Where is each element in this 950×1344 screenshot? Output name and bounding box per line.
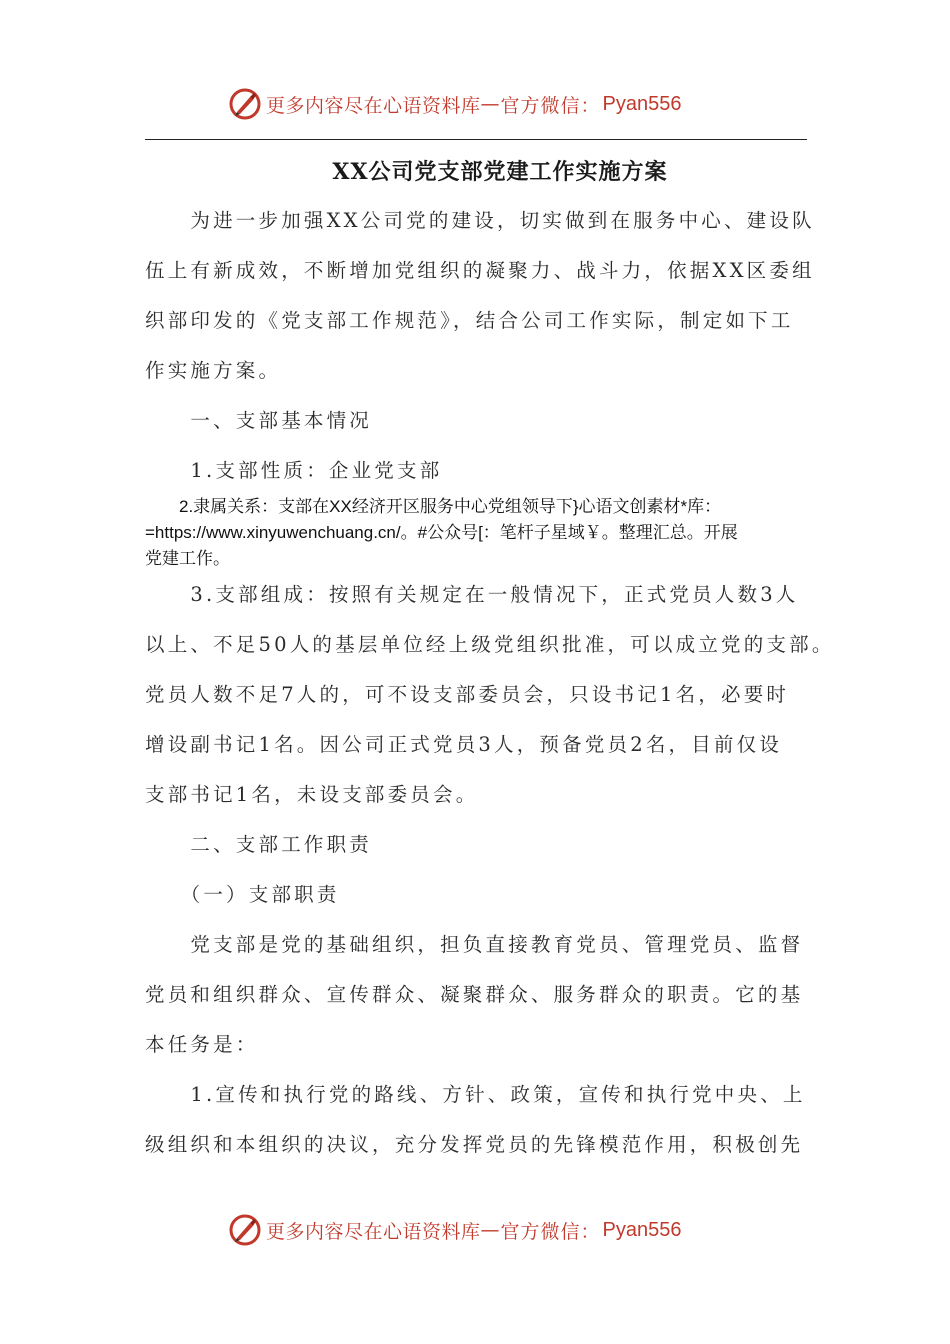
banner-dash: — bbox=[480, 93, 501, 115]
paragraph-line: 1.支部性质：企业党支部 bbox=[145, 459, 443, 482]
paragraph-line: 为进一步加强XX公司党的建设，切实做到在服务中心、建设队 bbox=[145, 209, 815, 232]
paragraph-line: 增设副书记1名。因公司正式党员3人，预备党员2名，目前仅设 bbox=[145, 733, 783, 756]
banner-text: 更多内容尽在心语资料库 bbox=[266, 94, 481, 117]
pen-logo-icon bbox=[228, 1213, 262, 1247]
banner-wechat-label: 官方微信： bbox=[500, 94, 601, 117]
banner-wechat-id: Pyan556 bbox=[602, 1218, 682, 1241]
banner-dash: — bbox=[480, 1219, 501, 1241]
paragraph-line: 党支部是党的基础组织，担负直接教育党员、管理党员、监督 bbox=[145, 933, 804, 956]
header-divider bbox=[145, 139, 807, 140]
paragraph-line: 作实施方案。 bbox=[145, 359, 282, 382]
footer-banner bbox=[228, 1210, 748, 1250]
banner-text: 更多内容尽在心语资料库 bbox=[266, 1220, 481, 1243]
pen-logo-icon bbox=[228, 87, 262, 121]
paragraph-line: 3.支部组成：按照有关规定在一般情况下，正式党员人数3人 bbox=[145, 583, 799, 606]
document-title: XX公司党支部党建工作实施方案 bbox=[332, 159, 668, 185]
section-heading: 二、支部工作职责 bbox=[145, 833, 373, 856]
section-heading: 一、支部基本情况 bbox=[145, 409, 373, 432]
header-banner bbox=[228, 84, 748, 124]
paragraph-line: =https://www.xinyuwenchuang.cn/。#公众号[：笔杆子星域￥。整理汇总。开展 bbox=[145, 523, 738, 542]
banner-wechat-id: Pyan556 bbox=[602, 92, 682, 115]
paragraph-line: 2.隶属关系：支部在XX经济开区服务中心党组领导下}心语文创素材*库： bbox=[145, 497, 722, 516]
paragraph-line: 党员和组织群众、宣传群众、凝聚群众、服务群众的职责。它的基 bbox=[145, 983, 804, 1006]
paragraph-line: 以上、不足50人的基层单位经上级党组织批准，可以成立党的支部。 bbox=[145, 633, 835, 656]
paragraph-line: 党员人数不足7人的，可不设支部委员会，只设书记1名，必要时 bbox=[145, 683, 790, 706]
banner-wechat-label: 官方微信： bbox=[500, 1220, 601, 1243]
paragraph-line: 本任务是： bbox=[145, 1033, 259, 1056]
paragraph-line: 织部印发的《党支部工作规范》，结合公司工作实际，制定如下工 bbox=[145, 309, 794, 332]
paragraph-line: 支部书记1名，未设支部委员会。 bbox=[145, 783, 479, 806]
paragraph-line: 级组织和本组织的决议，充分发挥党员的先锋模范作用，积极创先 bbox=[145, 1133, 804, 1156]
paragraph-line: 党建工作。 bbox=[145, 549, 230, 568]
paragraph-line: 伍上有新成效，不断增加党组织的凝聚力、战斗力，依据XX区委组 bbox=[145, 259, 815, 282]
subsection-heading: （一）支部职责 bbox=[145, 883, 340, 906]
paragraph-line: 1.宣传和执行党的路线、方针、政策，宣传和执行党中央、上 bbox=[145, 1083, 806, 1106]
